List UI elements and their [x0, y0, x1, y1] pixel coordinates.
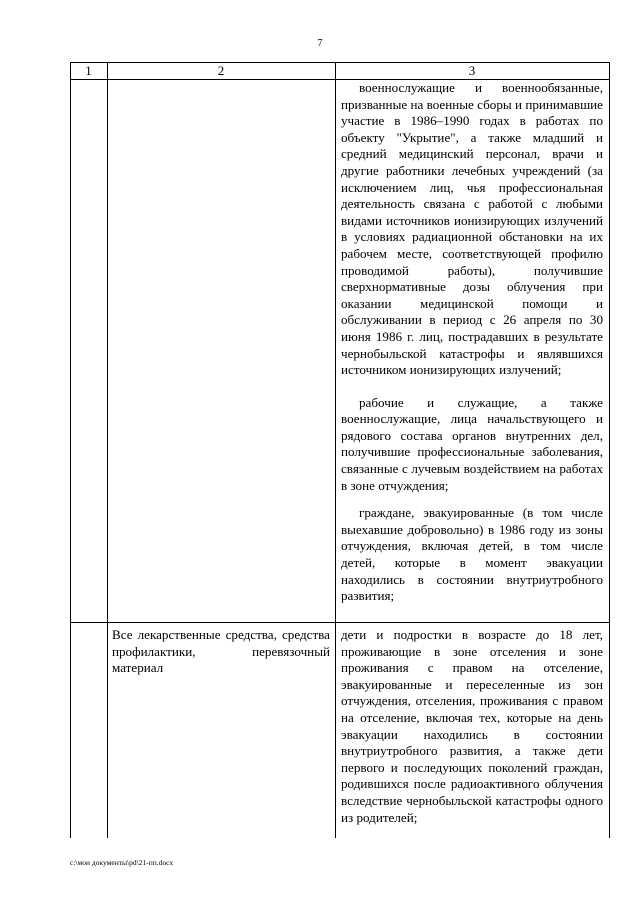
page-number: 7	[317, 38, 323, 49]
table-top-border	[70, 62, 609, 63]
column-border-right	[609, 62, 610, 838]
row-divider	[70, 622, 609, 623]
column-border-left	[70, 62, 71, 838]
paragraph-workers: рабочие и служащие, а также военнослужащие, лица начальствующего и рядового состава органов внутренних дел, получившие профессиональные заболевания, связанные с лучевым воздействием на работах в зоне отчуждения;	[341, 394, 603, 493]
row2-col3	[341, 627, 603, 826]
row1-col3	[341, 80, 603, 605]
header-col-2: 2	[217, 63, 225, 78]
header-col-1: 1	[85, 63, 92, 78]
file-path-footer: c:\мои документы\pd\21-пп.docx	[70, 858, 174, 867]
paragraph-servicemen: военнослужащие и военнообязанные, призванные на военные сборы и принимавшие участие в 1986–1990 годах в работах по объекту "Укрытие", а также младший и средний медицинский персонал, врачи и другие работники лечебных учреждений (за исключением лиц, чья профессиональная деятельность связана с работой с любыми видами источников ионизирующих излучений в условиях радиационной обстановки на их рабочем месте, соответствующей профилю проводимой работы), получившие сверхнормативные дозы облучения при оказании медицинской помощи и обслуживании в период с 26 апреля по 30 июня 1986 г. лиц, пострадавших в результате чернобыльской катастрофы и являвшихся источником ионизирующих излучений;	[341, 80, 603, 378]
medicines-text: Все лекарственные средства, средства профилактики, перевязочный материал	[112, 627, 330, 676]
column-border-1	[107, 62, 108, 838]
column-border-2	[335, 62, 336, 838]
header-col-3: 3	[468, 63, 476, 78]
row2-col2	[112, 627, 330, 677]
paragraph-evacuees: граждане, эвакуированные (в том числе выехавшие добровольно) в 1986 году из зоны отчуждения, включая детей, в том числе детей, которые в момент эвакуации находились в состоянии внутриутробного развития;	[341, 505, 603, 604]
children-text: дети и подростки в возрасте до 18 лет, проживающие в зоне отселения и зоне проживания с правом на отселение, эвакуированные и переселенные из зон отчуждения, отселения, проживания с правом на отселение, включая тех, которые на день эвакуации находились в состоянии внутриутробного развития, а также дети первого и последующих поколений граждан, родившихся после радиоактивного облучения вследствие чернобыльской катастрофы одного из родителей;	[341, 627, 603, 825]
